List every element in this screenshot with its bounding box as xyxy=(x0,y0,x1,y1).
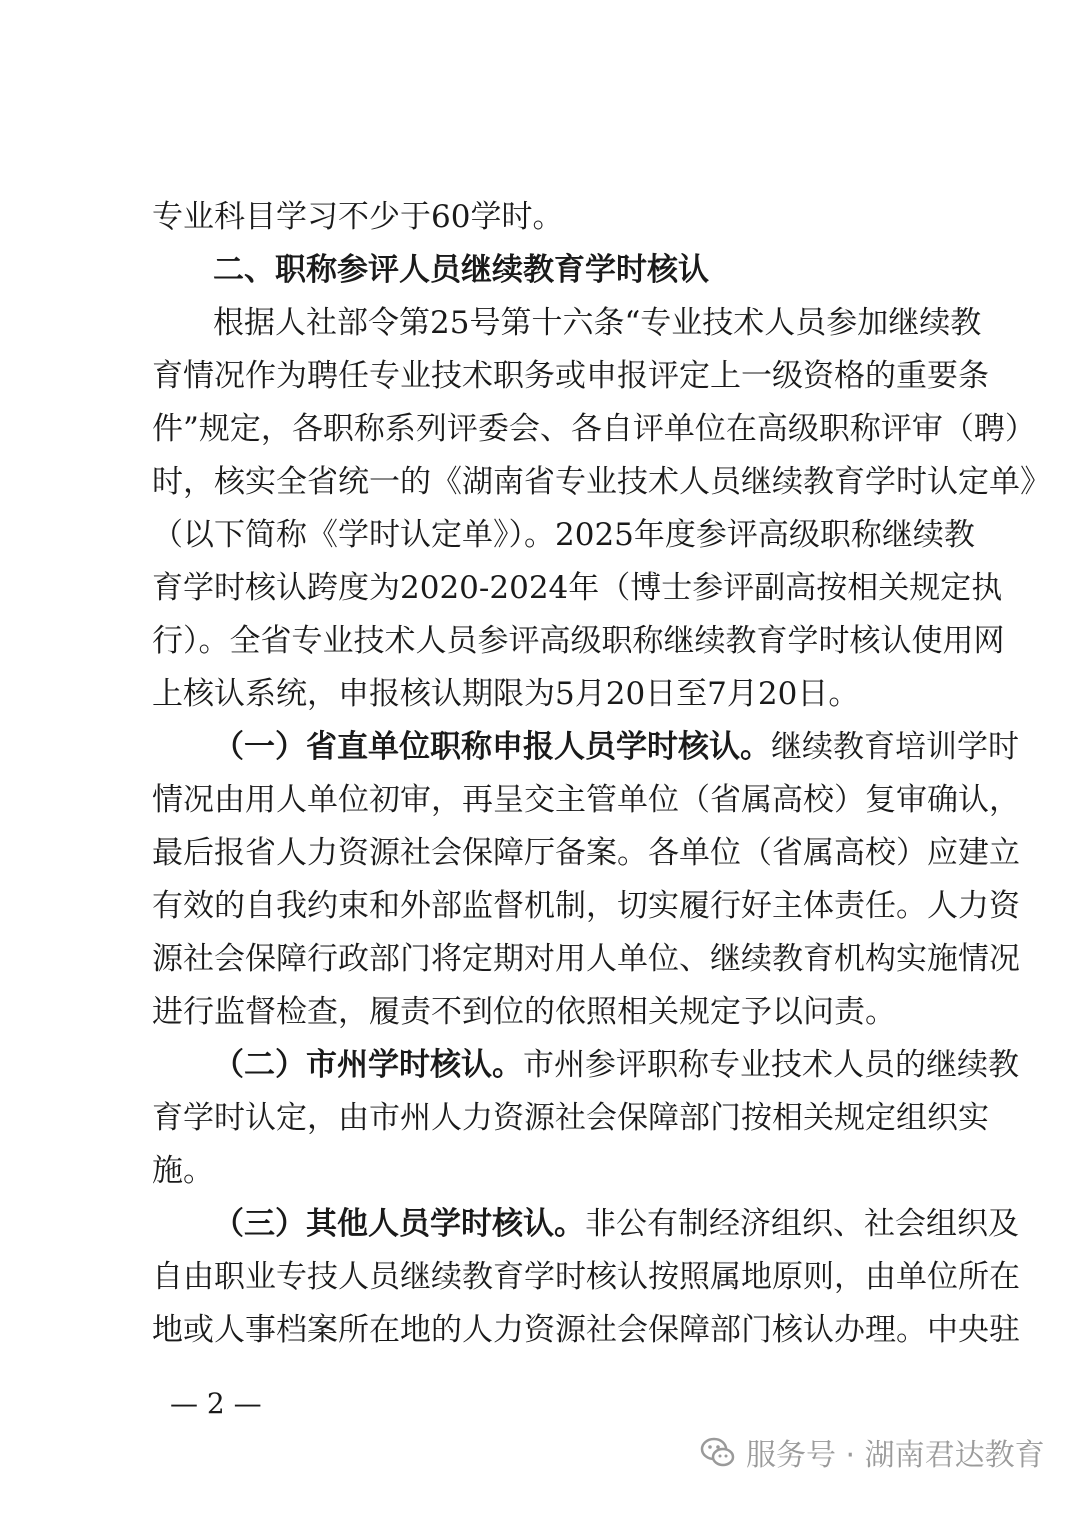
body-line: 施。 xyxy=(152,1153,214,1189)
body-line: 最后报省人力资源社会保障厅备案。各单位（省属高校）应建立 xyxy=(152,835,1020,871)
watermark-text: 服务号 · 湖南君达教育 xyxy=(746,1438,1045,1473)
body-line: 有效的自我约束和外部监督机制，切实履行好主体责任。人力资 xyxy=(152,888,1020,924)
body-line: 根据人社部令第25号第十六条“专业技术人员参加继续教 xyxy=(213,305,982,341)
body-line: 行）。全省专业技术人员参评高级职称继续教育学时核认使用网 xyxy=(152,623,1005,659)
body-line: 自由职业专技人员继续教育学时核认按照属地原则，由单位所在 xyxy=(152,1259,1020,1295)
body-line: 地或人事档案所在地的人力资源社会保障部门核认办理。中央驻 xyxy=(152,1312,1020,1348)
body-line: 育情况作为聘任专业技术职务或申报评定上一级资格的重要条 xyxy=(152,358,989,394)
body-line: 育学时认定，由市州人力资源社会保障部门按相关规定组织实 xyxy=(152,1100,989,1136)
subsection-heading: （三）其他人员学时核认。 xyxy=(213,1206,585,1242)
paragraph-line xyxy=(213,1045,1019,1085)
watermark xyxy=(700,1432,1045,1472)
body-text: 市州参评职称专业技术人员的继续教 xyxy=(523,1047,1019,1083)
body-line: 上核认系统，申报核认期限为5月20日至7月20日。 xyxy=(152,676,860,712)
body-line: 时，核实全省统一的《湖南省专业技术人员继续教育学时认定单》 xyxy=(152,464,1051,500)
body-line: 专业科目学习不少于60学时。 xyxy=(152,199,564,235)
body-line: （以下简称《学时认定单》）。2025年度参评高级职称继续教 xyxy=(152,517,975,553)
wechat-icon xyxy=(700,1434,736,1470)
body-line: 情况由用人单位初审，再呈交主管单位（省属高校）复审确认， xyxy=(152,782,1020,818)
body-line: 进行监督检查，履责不到位的依照相关规定予以问责。 xyxy=(152,994,896,1030)
subsection-heading: （二）市州学时核认。 xyxy=(213,1047,523,1083)
body-line: 件”规定，各职称系列评委会、各自评单位在高级职称评审（聘） xyxy=(152,411,1036,447)
body-text: 继续教育培训学时 xyxy=(771,729,1019,765)
paragraph-line xyxy=(213,727,1019,767)
page-number: — 2 — xyxy=(170,1387,262,1420)
section-heading: 二、职称参评人员继续教育学时核认 xyxy=(213,252,709,288)
body-line: 源社会保障行政部门将定期对用人单位、继续教育机构实施情况 xyxy=(152,941,1020,977)
body-text: 非公有制经济组织、社会组织及 xyxy=(585,1206,1019,1242)
subsection-heading: （一）省直单位职称申报人员学时核认。 xyxy=(213,729,771,765)
body-line: 育学时核认跨度为2020-2024年（博士参评副高按相关规定执 xyxy=(152,570,1003,606)
paragraph-line xyxy=(213,1204,1019,1244)
